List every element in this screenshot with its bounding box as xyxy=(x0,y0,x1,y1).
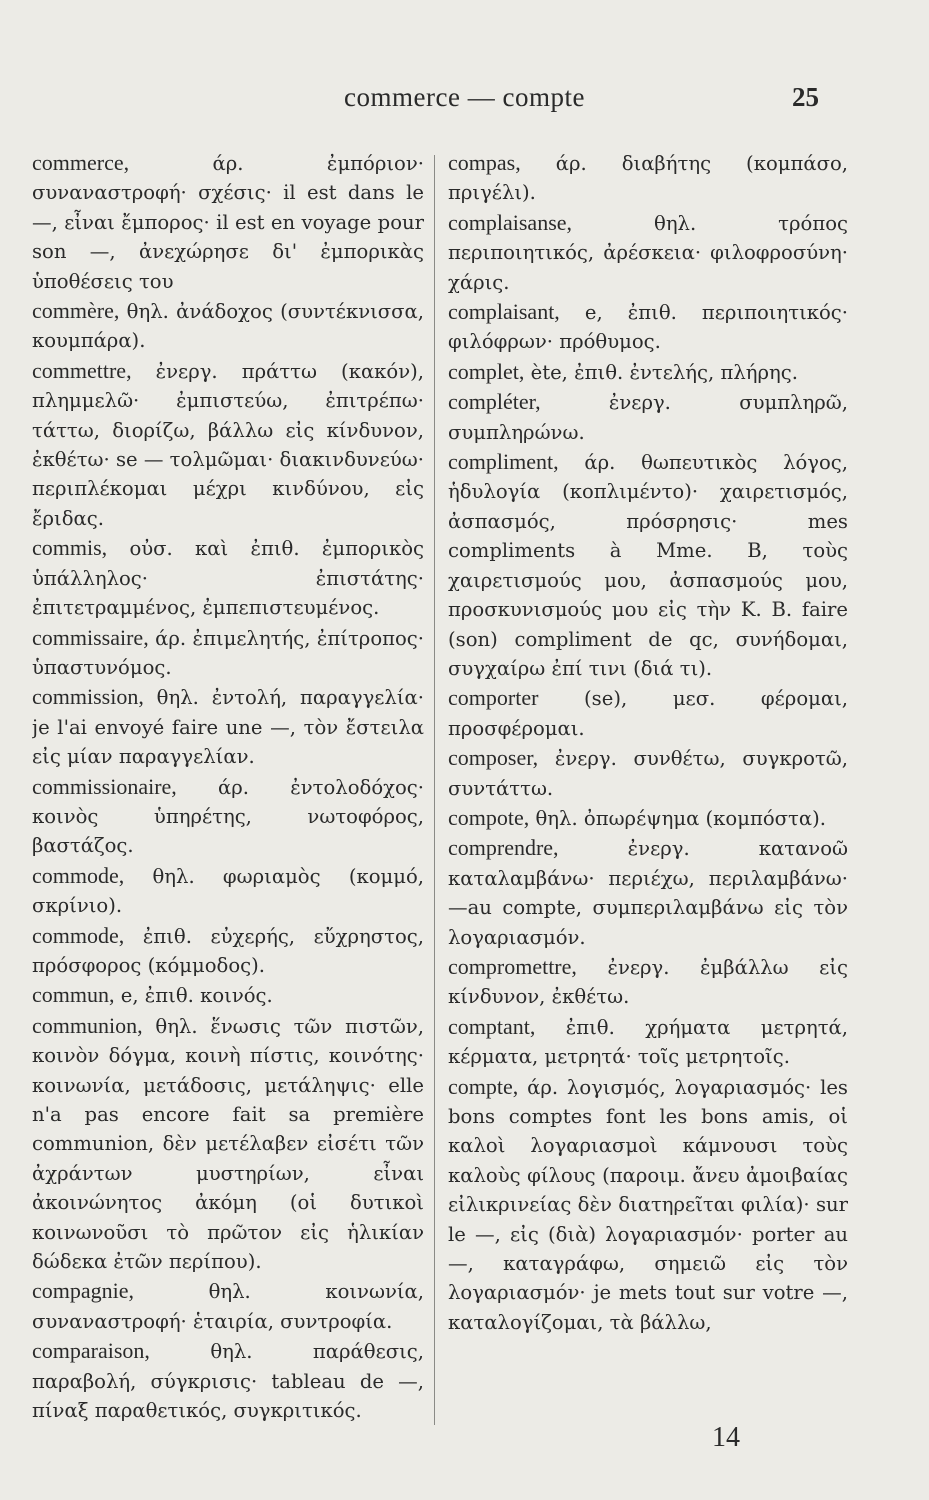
entry-definition: θηλ. παράθεσις, παραβολή, σύγκρισις· tableau de —, πίναξ παραθετικός, συγκριτικός. xyxy=(32,1340,424,1423)
dictionary-entry xyxy=(32,682,424,771)
entry-headword: complaisant, xyxy=(448,299,560,325)
entry-headword: commissaire, xyxy=(32,624,149,650)
dictionary-entry xyxy=(448,1012,848,1072)
entry-headword: complaisanse, xyxy=(448,209,573,235)
entry-definition: e, ἐπιθ. κοινός. xyxy=(114,984,273,1008)
entry-definition: (se), μεσ. φέρομαι, προσφέρομαι. xyxy=(448,687,848,740)
entry-headword: compas, xyxy=(448,150,521,175)
right-column xyxy=(448,148,848,1438)
entry-definition: θηλ. τρόπος περιποιητικός, ἀρέσκεια· φιλοφροσύνη· χάρις. xyxy=(448,211,848,294)
entry-definition: ἐνεργ. συμπληρῶ, συμπληρώνω. xyxy=(448,391,848,444)
entry-headword: commun, xyxy=(32,982,115,1008)
entry-headword: compléter, xyxy=(448,389,541,415)
entry-headword: comptant, xyxy=(448,1013,536,1039)
entry-definition: ἐπιθ. χρήματα μετρητά, κέρματα, μετρητά· τοῖς μετρητοῖς. xyxy=(448,1015,848,1069)
dictionary-entry xyxy=(32,148,424,296)
dictionary-entry xyxy=(448,208,848,297)
entry-definition: θηλ. φωριαμὸς (κομμό, σκρίνιο). xyxy=(32,864,424,918)
page-number: 25 xyxy=(792,82,819,112)
dictionary-entry xyxy=(32,1011,424,1277)
entry-headword: commission, xyxy=(32,684,144,710)
entry-definition: άρ. ἐντολοδόχος· κοινὸς ὑπηρέτης, νωτοφόρος, βαστάζος. xyxy=(32,775,424,858)
dictionary-entry xyxy=(32,623,424,683)
entry-definition: e, ἐπιθ. περιποιητικός· φιλόφρων· πρόθυμος. xyxy=(448,301,848,354)
column-divider xyxy=(434,155,435,1425)
entry-definition: ἐνεργ. κατανοῶ καταλαμβάνω· περιέχω, περιλαμβάνω· —au compte, συμπεριλαμβάνω εἰς τὸν λογαριασμόν. xyxy=(448,837,848,949)
entry-definition: οὐσ. καὶ ἐπιθ. ἐμπορικὸς ὑπάλληλος· ἐπιστάτης· ἐπιτετραμμένος, ἐμπεπιστευμένος. xyxy=(32,537,424,620)
entry-definition: ἐπιθ. εὐχερής, εὔχρηστος, πρόσφορος (κόμμοδος). xyxy=(32,924,424,977)
entry-headword: comporter xyxy=(448,685,539,711)
entry-headword: comparaison, xyxy=(32,1338,150,1364)
entry-headword: compagnie, xyxy=(32,1278,135,1304)
entry-headword: commissionaire, xyxy=(32,773,177,799)
dictionary-entry xyxy=(448,297,848,357)
entry-definition: ἐνεργ. ἐμβάλλω εἰς κίνδυνον, ἐκθέτω. xyxy=(448,955,848,1009)
entry-headword: compliment, xyxy=(448,449,559,475)
dictionary-entry xyxy=(32,1336,424,1425)
dictionary-entry xyxy=(32,921,424,981)
dictionary-entry xyxy=(448,387,848,447)
entry-headword: commerce, xyxy=(32,150,130,175)
entry-headword: complet, xyxy=(448,358,525,384)
entry-definition: θηλ. κοινωνία, συναναστροφή· ἑταιρία, συντροφία. xyxy=(32,1280,424,1333)
entry-definition: ἐνεργ. πράττω (κακόν), πλημμελῶ· ἐμπιστεύω, ἐπιτρέπω· τάττω, διορίζω, βάλλω εἰς κίνδυνον, ἐκθέτω· se — τολμῶμαι· διακινδυνεύω· περιπλέκομαι μέχρι κινδύνου, εἰς ἔριδας. xyxy=(32,359,424,530)
dictionary-entry xyxy=(32,772,424,861)
dictionary-entry xyxy=(32,356,424,533)
entry-definition: άρ. ἐμπόριον· συναναστροφή· σχέσις· il est dans le —, εἶναι ἔμπορος· il est en voyage pour son —, ἀνεχώρησε δι' ἐμπορικὰς ὑποθέσεις του xyxy=(32,152,424,293)
entry-headword: commettre, xyxy=(32,357,132,383)
entry-definition: θηλ. ὀπωρέψημα (κομπόστα). xyxy=(529,806,826,830)
entry-headword: composer, xyxy=(448,745,539,771)
left-column xyxy=(32,148,424,1438)
dictionary-entry xyxy=(32,533,424,622)
dictionary-entry xyxy=(448,952,848,1012)
dictionary-entry xyxy=(448,1072,848,1338)
entry-definition: ἐνεργ. συνθέτω, συγκροτῶ, συντάττω. xyxy=(448,747,848,800)
dictionary-entry xyxy=(448,148,848,208)
dictionary-entry xyxy=(448,833,848,952)
dictionary-entry xyxy=(448,357,848,387)
dictionary-entry xyxy=(448,683,848,743)
dictionary-entry xyxy=(448,803,848,833)
entry-headword: commis, xyxy=(32,535,108,561)
entry-headword: compte, xyxy=(448,1073,519,1099)
entry-definition: ète, ἐπιθ. ἐντελής, πλήρης. xyxy=(524,360,798,384)
dictionary-entry xyxy=(448,447,848,683)
entry-definition: θηλ. ἐντολή, παραγγελία· je l'ai envoyé faire une —, τὸν ἔστειλα εἰς μίαν παραγγελίαν. xyxy=(32,686,424,769)
entry-headword: commère, xyxy=(32,298,120,324)
signature-mark: 14 xyxy=(712,1422,740,1453)
entry-headword: communion, xyxy=(32,1012,143,1038)
entry-definition: άρ. λογισμός, λογαριασμός· les bons comptes font les bons amis, οἱ καλοὶ λογαριασμοὶ κάμνουσι τοὺς καλοὺς φίλους (παροιμ. ἄνευ ἀμοιβαίας εἰλικρινείας δὲν διατηρεῖται φιλία)· sur le —, εἰς (διὰ) λογαριασμόν· porter au —, καταγράφω, σημειῶ εἰς τὸν λογαριασμόν· je mets tout sur votre —, καταλογίζομαι, τὰ βάλλω, xyxy=(448,1075,848,1334)
dictionary-entry xyxy=(32,296,424,356)
entry-headword: compote, xyxy=(448,804,530,830)
entry-headword: commode, xyxy=(32,862,125,888)
entry-headword: commode, xyxy=(32,922,125,948)
entry-definition: άρ. διαβήτης (κομπάσο, πριγέλι). xyxy=(448,152,848,205)
entry-headword: comprendre, xyxy=(448,835,559,861)
dictionary-entry xyxy=(32,980,424,1010)
dictionary-entry xyxy=(448,743,848,803)
entry-definition: θηλ. ἕνωσις τῶν πιστῶν, κοινὸν δόγμα, κοινὴ πίστις, κοινότης· κοινωνία, μετάδοσις, μετάληψις· elle n'a pas encore fait sa première communion, δὲν μετέλαβεν εἰσέτι τῶν ἀχράντων μυστηρίων, εἶναι ἀκοινώνητος ἀκόμη (οἱ δυτικοὶ κοινωνοῦσι τὸ πρῶτον εἰς ἡλικίαν δώδεκα ἐτῶν περίπου). xyxy=(32,1014,424,1274)
dictionary-entry xyxy=(32,1276,424,1336)
entry-definition: άρ. ἐπιμελητής, ἐπίτροπος· ὑπαστυνόμος. xyxy=(32,626,424,679)
running-head: commerce — compte xyxy=(344,82,585,112)
entry-headword: compromettre, xyxy=(448,953,577,979)
dictionary-entry xyxy=(32,861,424,921)
entry-definition: άρ. θωπευτικὸς λόγος, ἡδυλογία (κοπλιμέντο)· χαιρετισμός, ἀσπασμός, πρόσρησις· mes compliments à Mme. B, τοὺς χαιρετισμούς μου, ἀσπασμούς μου, προσκυνισμούς μου εἰς τὴν Κ. Β. faire (son) compliment de qc, συνήδομαι, συγχαίρω ἐπί τινι (διά τι). xyxy=(448,451,848,680)
entry-definition: θηλ. ἀνάδοχος (συντέκνισσα, κουμπάρα). xyxy=(32,300,424,353)
